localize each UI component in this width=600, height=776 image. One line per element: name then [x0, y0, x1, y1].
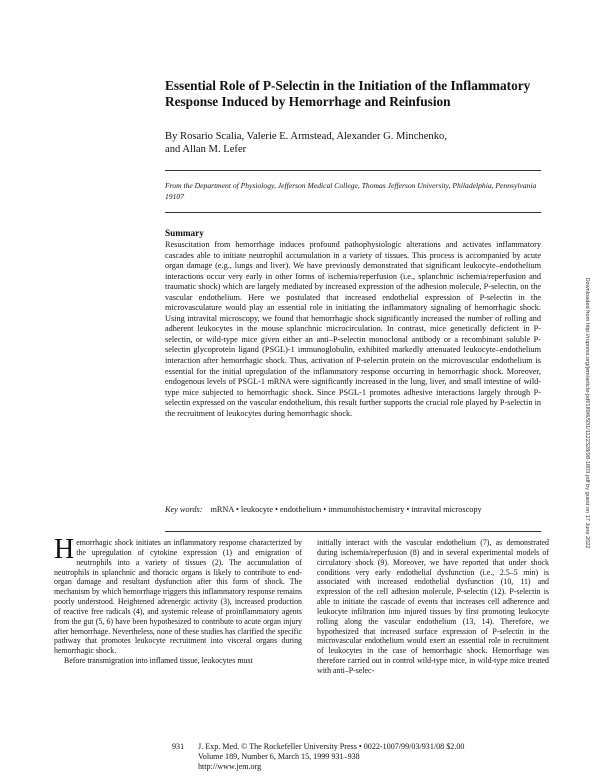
body-column-left — [54, 534, 302, 666]
divider-top — [165, 170, 541, 171]
footer-line-2: Volume 189, Number 6, March 15, 1999 931–938 — [198, 752, 360, 761]
body-paragraph: initially interact with the vascular endothelium (7), as demonstrated during ischemia/reperfusion (8) and in several experimental models of circulatory shock (9). Moreover, we have reported that under shock conditions very early endothelial dysfunction (i.e., 2.5–5 min) is associated with increased endothelial dysfunction (10, 11) and expression of the cell adhesion molecule, P-selectin (12). P-selectin is able to initiate the cascade of events that increases cell adherence and leukocyte infiltration into injured tissues by first promoting leukocyte rolling along the vascular endothelium (13, 14). Therefore, we hypothesized that increased surface expression of P-selectin in the microvascular endothelium would exert an essential role in recruitment of leukocytes in the case of hemorrhagic shock. Hemorrhage was therefore carried out in control wild-type mice, in wild-type mice treated with anti–P-selec- — [317, 538, 549, 675]
keywords-list: mRNA • leukocyte • endothelium • immunohistochemistry • intravital microscopy — [210, 505, 482, 514]
summary-text: Resuscitation from hemorrhage induces profound pathophysiologic alterations and activates inflammatory cascades able to initiate neutrophil accumulation in a variety of tissues. This process is accompanied by acute organ damage (e.g., lungs and liver). We have previously demonstrated that significant leukocyte–endothelium interactions occur very early in other forms of ischemia/reperfusion (i.e., splanchnic ischemia/reperfusion and traumatic shock) which are largely mediated by increased expression of the adhesion molecule, P-selectin, on the vascular endothelium. Here we postulated that increased endothelial expression of P-selectin in the microvasculature would play an essential role in initiating the inflammatory signaling of hemorrhagic shock. Using intravital microscopy, we found that hemorrhagic shock significantly increased the number of rolling and adherent leukocytes in the mouse splanchnic microcirculation. In contrast, mice genetically deficient in P-selectin, or wild-type mice given either an anti–P-selectin monoclonal antibody or a recombinant soluble P-selectin glycoprotein ligand (PSGL)-1 immunoglobulin, exhibited markedly attenuated leukocyte–endothelium interaction after hemorrhagic shock. Thus, activation of P-selectin protein on the microvascular endothelium is essential for the initial upregulation of the inflammatory response occurring in hemorrhagic shock. Moreover, endogenous levels of PSGL-1 mRNA were significantly increased in the lung, liver, and small intestine of wild-type mice subjected to hemorrhagic shock. Since PSGL-1 promotes adhesive interactions largely through P-selectin expressed on the vascular endothelium, this result further supports the crucial role played by P-selectin in the recruitment of leukocytes during hemorrhagic shock. — [165, 240, 541, 418]
keywords-label: Key words: — [165, 505, 203, 514]
footer-line-1: J. Exp. Med. © The Rockefeller University Press • 0022-1007/99/03/931/08 $2.00 — [198, 742, 465, 751]
download-watermark — [582, 258, 592, 568]
divider-bottom — [165, 531, 541, 532]
affiliation: From the Department of Physiology, Jefferson Medical College, Thomas Jefferson University, Philadelphia, Pennsylvania 19107 — [165, 181, 537, 201]
page-number: 931 — [172, 742, 185, 751]
author-line-2: and Allan M. Lefer — [165, 144, 247, 155]
divider-middle — [165, 212, 541, 213]
author-list — [165, 130, 565, 156]
drop-cap: H — [54, 534, 75, 565]
keywords — [165, 505, 541, 516]
body-paragraph: Before transmigration into inflamed tissue, leukocytes must — [64, 656, 253, 666]
footer-url[interactable]: http://www.jem.org — [198, 762, 262, 771]
download-watermark-text: Downloaded from http://rupress.org/jem/article-pdf/189/6/931/1122328/98-1803.pdf by guest on 17 June 2022 — [584, 277, 590, 549]
summary-heading: Summary — [165, 228, 204, 238]
article-title: Essential Role of P-Selectin in the Initiation of the Inflammatory Response Induced by Hemorrhage and Reinfusion — [165, 78, 531, 109]
journal-footer — [198, 742, 558, 772]
body-column-right — [317, 538, 549, 676]
author-line-1: By Rosario Scalia, Valerie E. Armstead, Alexander G. Minchenko, — [165, 131, 447, 142]
body-paragraph: Hemorrhagic shock initiates an inflammatory response characterized by the upregulation of cytokine expression (1) and emigration of neutrophils into a variety of tissues (2). The accumulation of neutrophils in splanchnic and thoracic organs is likely to contribute to end-organ damage and resultant dysfunction after this form of shock. The mechanism by which hemorrhage triggers this inflammatory response remains poorly understood. Heightened adrenergic activity (3), increased production of reactive free radicals (4), and systemic release of proinflammatory agents from the gut (5, 6) have been hypothesized to contribute to acute organ injury after hemorrhage. Nevertheless, none of these studies has clarified the specific pathway that promotes leukocyte recruitment into visceral organs during hemorrhagic shock. — [54, 534, 302, 656]
